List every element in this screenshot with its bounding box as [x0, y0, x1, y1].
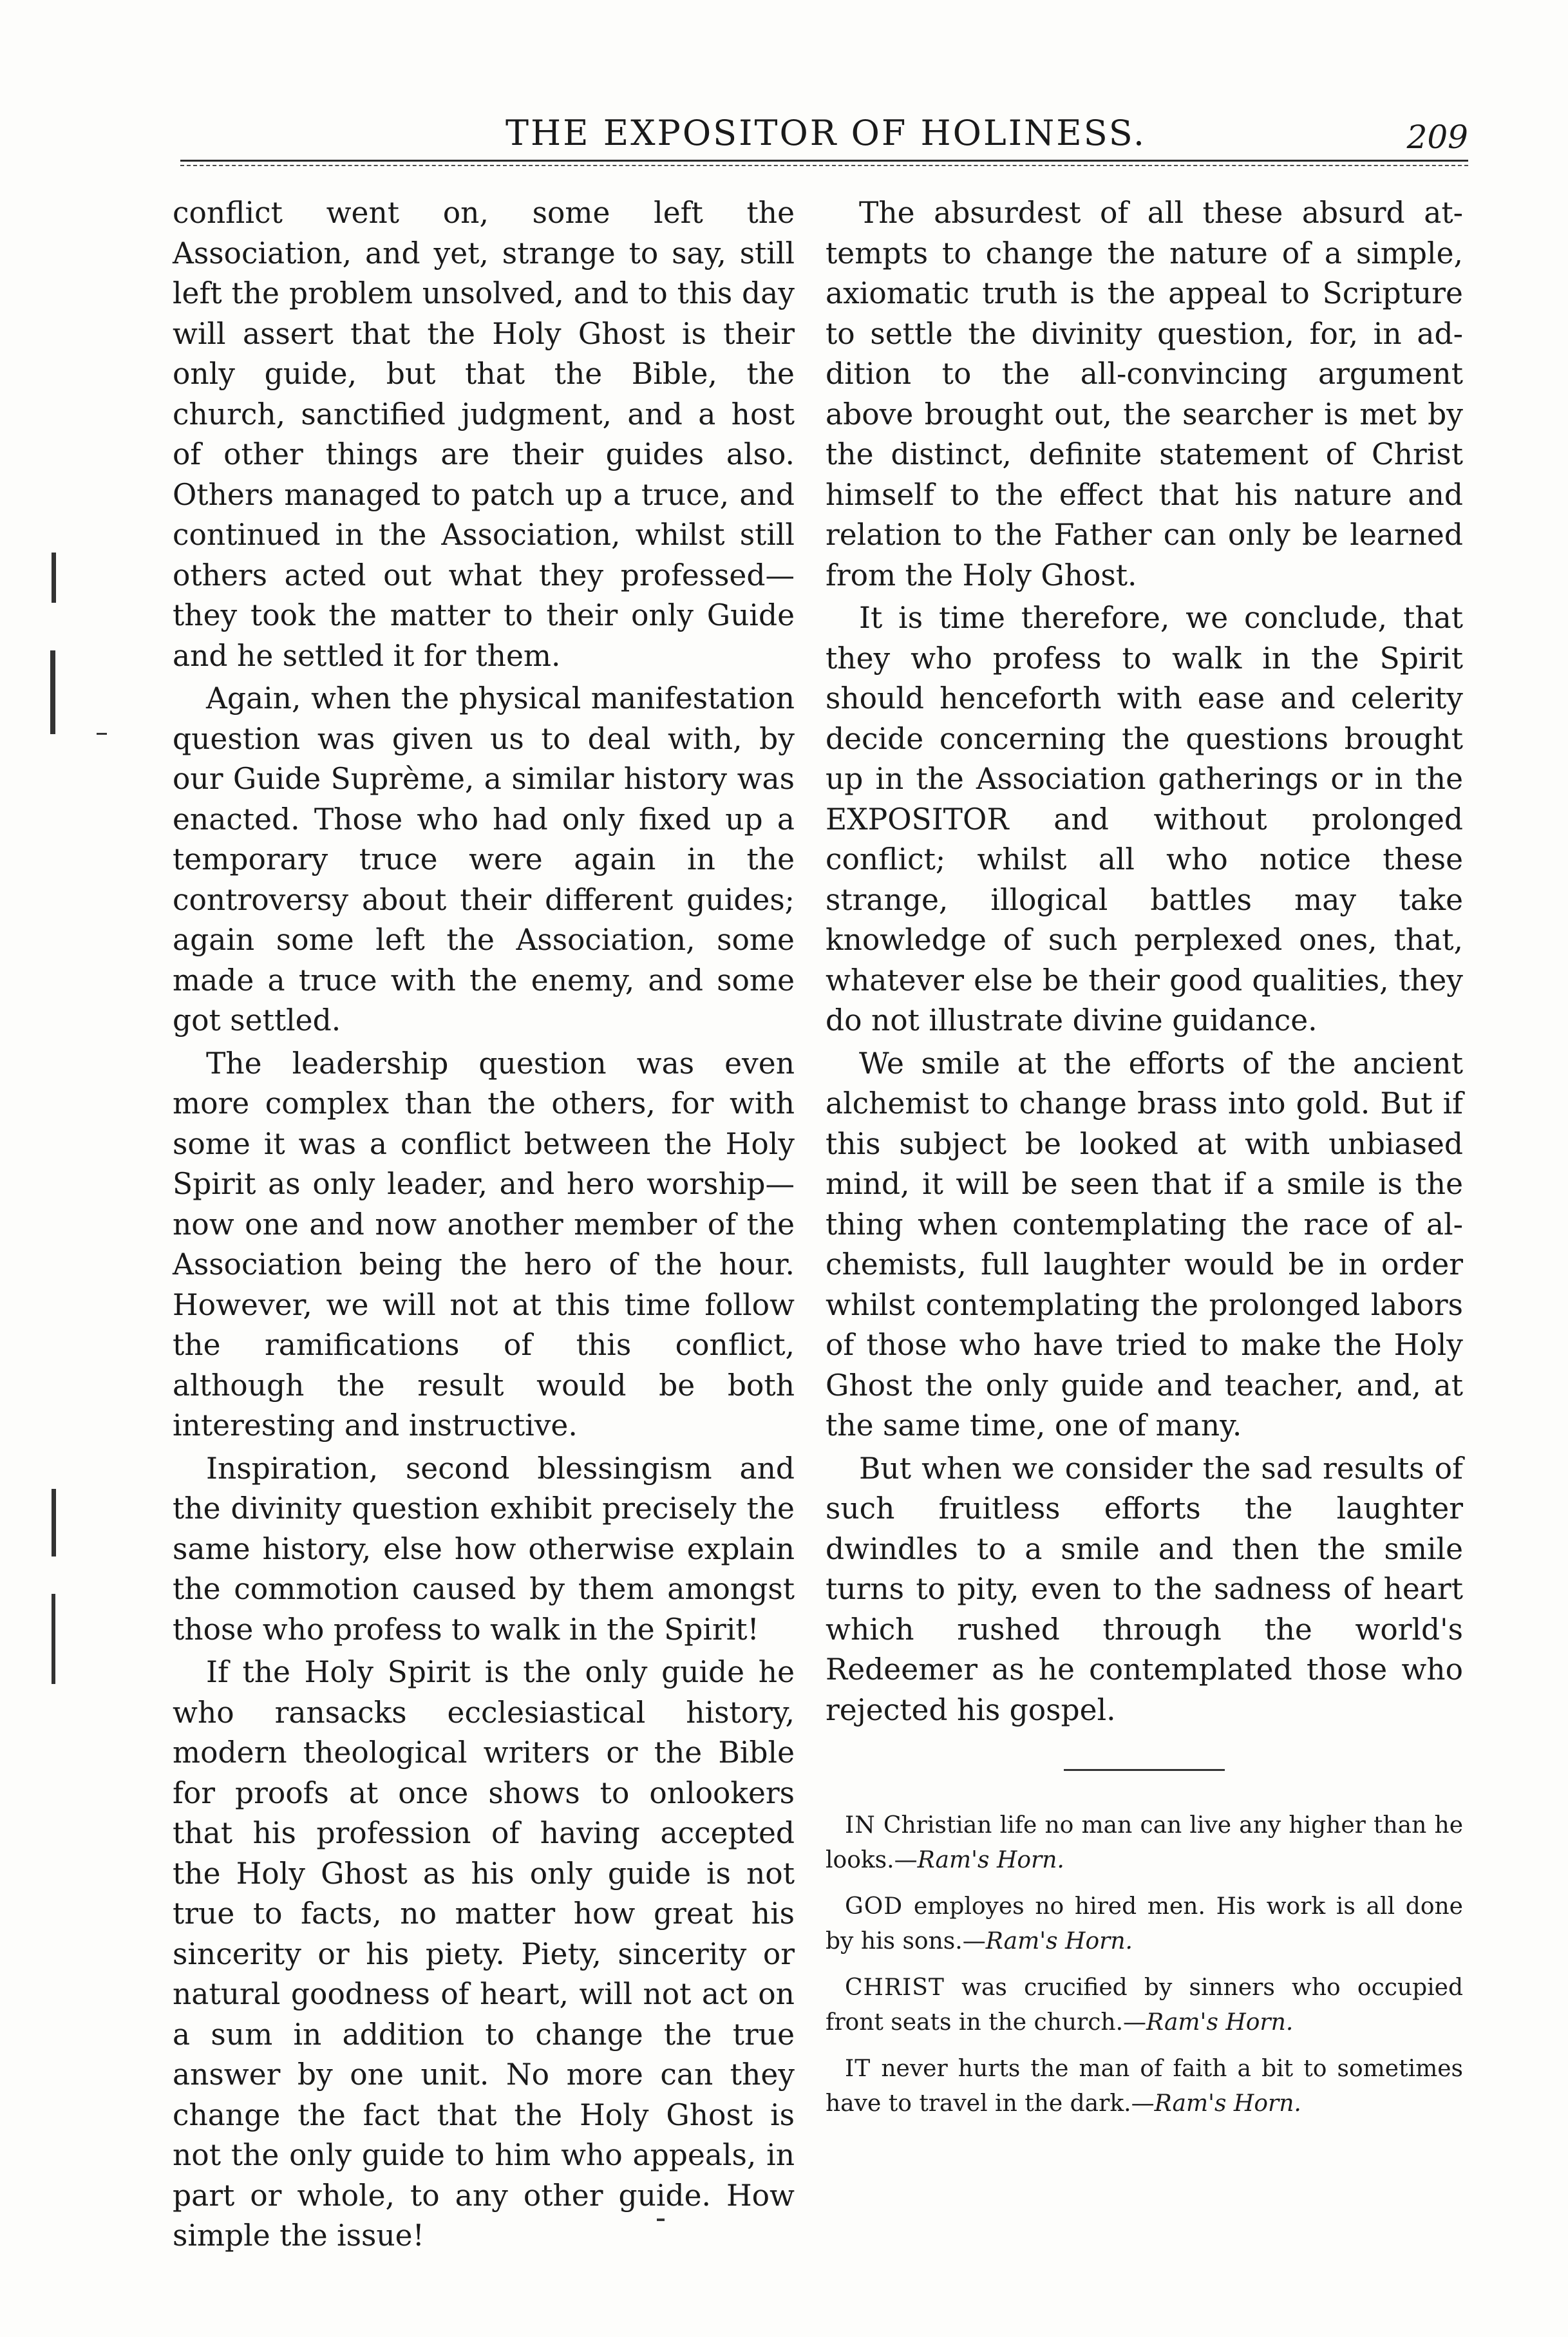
quote-lead: GOD	[845, 1893, 903, 1920]
scan-mark	[97, 733, 107, 735]
scan-mark	[52, 553, 56, 603]
paragraph: But when we consider the sad results of such fruitless efforts the laughter dwindles to a smile and then the smile turns to pity, even to the sadness of heart which rushed through the world's Redeemer as he contemplated those who rejected his gospel.	[826, 1451, 1463, 1727]
page-number: 209	[1406, 118, 1468, 156]
scan-mark	[657, 2219, 665, 2221]
paragraph: It is time therefore, we conclude, that they who profess to walk in the Spirit should henceforth with ease and celerity decide concerning the questions brought up in the Association gatherings or in the EXPOSITOR and without prolonged conflict; whilst all who notice these strange, illogical battles may take knowledge of such perplexed ones, that, whatever else be their good qualities, they do not illustrate divine guidance.	[826, 601, 1463, 1037]
quote-lead: IT	[845, 2056, 871, 2082]
quote-text: never hurts the man of faith a bit to sometimes have to travel in the dark.—	[826, 2056, 1463, 2117]
scan-mark	[50, 650, 55, 734]
paragraph: We smile at the efforts of the ancient alchemist to change brass into gold. But if this subject be looked at with unbiased mind, it will be seen that if a smile is the thing when contemplating the race of alchemists, full laughter would be in order whilst contemplating the prolonged labors of those who have tried to make the Holy Ghost the only guide and teacher, and, at the same time, one of many.	[826, 1046, 1463, 1443]
scan-mark	[52, 1489, 56, 1556]
quote-lead: CHRIST	[845, 1974, 945, 2001]
quotes-section	[826, 1808, 1463, 2121]
quote-source: Ram's Horn.	[917, 1847, 1064, 1873]
quote-source: Ram's Horn.	[1154, 2090, 1301, 2117]
quote-source: Ram's Horn.	[1146, 2009, 1294, 2036]
quote-text: was crucified by sinners who occupied front seats in the church.—	[826, 1974, 1463, 2036]
quote-item	[826, 2052, 1463, 2121]
paragraph: The absurdest of all these absurd attempts to change the nature of a simple, axiomatic truth is the appeal to Scripture to settle the divinity question, for, in addition to the all-convincing argument above brought out, the searcher is met by the distinct, definite statement of Christ himself to the effect that his nature and relation to the Father can only be learned from the Holy Ghost.	[826, 196, 1463, 592]
quote-item	[826, 1808, 1463, 1878]
quote-lead: IN	[845, 1812, 876, 1839]
paragraph: If the Holy Spirit is the only guide he who ransacks ecclesiastical history, modern theological writers or the Bible for proofs at once shows to onlookers that his profession of having accepted the Holy Ghost as his only guide is not true to facts, no matter how great his sincerity or his piety. Piety, sincerity or natural goodness of heart, will not act on a sum in addition to change the true answer by one unit. No more can they change the fact that the Holy Ghost is not the only guide to him who appeals, in part or whole, to any other guide. How simple the issue!	[173, 1655, 795, 2253]
paragraph: conflict went on, some left the Association, and yet, strange to say, still left the problem unsolved, and to this day will assert that the Holy Ghost is their only guide, but that the Bible, the church, sanctified judgment, and a host of other things are their guides also. Others managed to patch up a truce, and continued in the Association, whilst still others acted out what they professed—they took the matter to their only Guide and he settled it for them.	[173, 196, 795, 673]
paragraph: Inspiration, second blessingism and the divinity question exhibit precisely the same history, else how otherwise explain the commotion caused by them amongst those who profess to walk in the Spirit!	[173, 1451, 795, 1647]
header-rule	[180, 160, 1468, 162]
paragraph: Again, when the physical manifestation question was given us to deal with, by our Guide Suprème, a similar history was enacted. Those who had only fixed up a temporary truce were again in the controversy about their different guides; again some left the Association, some made a truce with the enemy, and some got settled.	[173, 681, 795, 1037]
header-rule-dashed	[180, 165, 1468, 166]
left-column	[173, 193, 795, 2257]
quote-text: Christian life no man can live any higher than he looks.—	[826, 1812, 1463, 1873]
quote-text: employes no hired men. His work is all done by his sons.—	[826, 1893, 1463, 1954]
section-divider	[1064, 1769, 1225, 1771]
running-title: THE EXPOSITOR OF HOLINESS.	[505, 113, 1146, 153]
paragraph: The leadership question was even more complex than the others, for with some it was a conflict between the Holy Spirit as only leader, and hero worship—now one and now another member of the Association being the hero of the hour. However, we will not at this time follow the ramifications of this conflict, although the result would be both interesting and instructive.	[173, 1046, 795, 1443]
right-column	[826, 193, 1463, 2133]
quote-item	[826, 1971, 1463, 2040]
scan-mark	[52, 1594, 55, 1684]
quote-item	[826, 1889, 1463, 1959]
quote-source: Ram's Horn.	[985, 1928, 1133, 1954]
